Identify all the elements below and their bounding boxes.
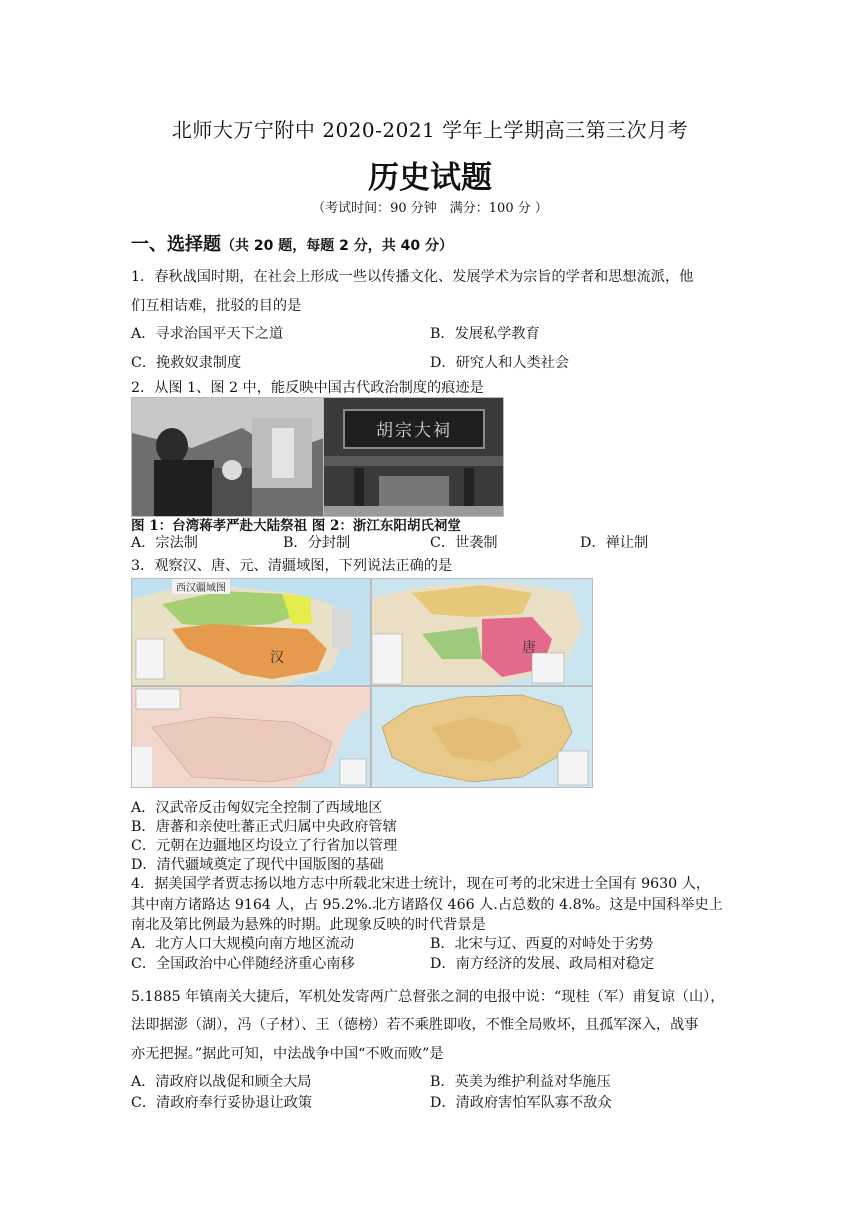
figure2-ancestral-hall-photo xyxy=(323,397,504,517)
q2-option-c: C．世袭制 xyxy=(430,535,498,551)
q3-option-c: C．元朝在边疆地区均设立了行省加以管理 xyxy=(131,838,398,854)
ancestral-hall-plaque: 胡宗大祠 xyxy=(376,421,452,441)
q3-option-b: B．唐蕃和亲使吐蕃正式归属中央政府管辖 xyxy=(131,819,397,835)
exam-school-title: 北师大万宁附中 2020-2021 学年上学期高三第三次月考 xyxy=(171,118,689,142)
q5-option-d: D．清政府害怕军队寡不敌众 xyxy=(430,1095,612,1111)
q1-option-a: A．寻求治国平天下之道 xyxy=(131,326,284,342)
q5-stem-line2: 法即据澎（湖），冯（子材）、王（德榜）若不乘胜即收，不惟全局败坏，且孤军深入，战事 xyxy=(131,1017,699,1033)
exam-meta: （考试时间：90 分钟 满分：100 分 ） xyxy=(312,201,548,216)
map-yuan-dynasty xyxy=(131,686,371,788)
map-han-title: 西汉疆域图 xyxy=(172,579,230,594)
section-heading xyxy=(131,230,453,256)
q3-option-a: A．汉武帝反击匈奴完全控制了西域地区 xyxy=(131,800,383,816)
q3-stem: 3．观察汉、唐、元、清疆域图，下列说法正确的是 xyxy=(131,558,453,574)
q4-stem-line2: 其中南方诸路达 9164 人，占 95.2%.北方诸路仅 466 人.占总数的 4.8%。这是中国科举史上 xyxy=(131,897,723,913)
q4-stem-line3: 南北及第比例最为悬殊的时期。此现象反映的时代背景是 xyxy=(131,917,486,933)
section-title: 一、选择题 xyxy=(131,234,221,255)
q1-option-c: C．挽救奴隶制度 xyxy=(131,355,242,371)
map-tang-dynasty xyxy=(371,578,593,686)
q4-option-a: A．北方人口大规模向南方地区流动 xyxy=(131,936,355,952)
map-qing-dynasty xyxy=(371,686,593,788)
map-tang-label: 唐 xyxy=(522,640,536,656)
map-han-dynasty xyxy=(131,578,371,686)
q2-option-a: A．宗法制 xyxy=(131,535,198,551)
q4-option-c: C．全国政治中心伴随经济重心南移 xyxy=(131,956,355,972)
q2-option-b: B．分封制 xyxy=(283,535,351,551)
q1-option-d: D．研究人和人类社会 xyxy=(430,355,570,371)
exam-subject-title: 历史试题 xyxy=(368,160,492,196)
q3-option-d: D．清代疆域奠定了现代中国版图的基础 xyxy=(131,857,384,873)
section-note: （共 20 题，每题 2 分，共 40 分） xyxy=(221,238,453,254)
q1-stem-line2: 们互相诘难，批驳的目的是 xyxy=(131,298,302,314)
q2-figure-caption: 图 1：台湾蒋孝严赴大陆祭祖 图 2：浙江东阳胡氏祠堂 xyxy=(131,518,461,534)
q1-stem-line1: 1．春秋战国时期，在社会上形成一些以传播文化、发展学术为宗旨的学者和思想流派，他 xyxy=(131,269,694,285)
q5-option-c: C．清政府奉行妥协退让政策 xyxy=(131,1095,313,1111)
q4-option-b: B．北宋与辽、西夏的对峙处于劣势 xyxy=(430,936,654,952)
q2-stem: 2．从图 1、图 2 中，能反映中国古代政治制度的痕迹是 xyxy=(131,380,484,396)
q5-stem-line1: 5.1885 年镇南关大捷后，军机处发寄两广总督张之洞的电报中说：“现桂（军）甫复谅（山）， xyxy=(131,989,725,1005)
q4-option-d: D．南方经济的发展、政局相对稳定 xyxy=(430,956,655,972)
figure1-ancestor-worship-photo xyxy=(131,397,325,517)
q2-option-d: D．禅让制 xyxy=(580,535,649,551)
q5-stem-line3: 亦无把握。”据此可知，中法战争中国“不败而败”是 xyxy=(131,1046,444,1062)
q1-option-b: B．发展私学教育 xyxy=(430,326,540,342)
q5-option-a: A．清政府以战促和顾全大局 xyxy=(131,1074,312,1090)
q4-stem-line1: 4．据美国学者贾志扬以地方志中所载北宋进士统计，现在可考的北宋进士全国有 9630 人， xyxy=(131,876,711,892)
q5-option-b: B．英美为维护利益对华施压 xyxy=(430,1074,611,1090)
map-han-label: 汉 xyxy=(270,650,284,666)
